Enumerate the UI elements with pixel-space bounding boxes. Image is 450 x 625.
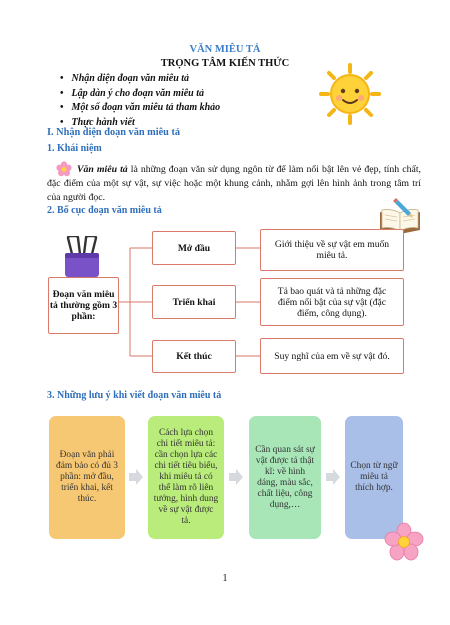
note-text: Cách lựa chọn chi tiết miêu tả: cần chọn lựa các chi tiết tiêu biểu, khi miêu tả có thể làm rõ liên tưởng, hình dung về sự vật được tả. <box>153 428 219 526</box>
subsection-heading: 3. Những lưu ý khi viết đoạn văn miêu tả <box>47 390 222 401</box>
arrow-right-icon <box>129 469 143 485</box>
part-desc-body: Tả bao quát và tả những đặc điểm nổi bật của sự vật (đặc điểm, công dụng). <box>260 278 404 326</box>
part-desc-intro: Giới thiệu về sự vật em muốn miêu tả. <box>260 229 404 271</box>
section-heading: I. Nhận diện đoạn văn miêu tả <box>47 127 181 138</box>
objective-item: • Thực hành viết <box>60 116 220 131</box>
page-number: 1 <box>222 573 228 584</box>
document-subtitle: TRỌNG TÂM KIẾN THỨC <box>160 58 290 69</box>
arrow-right-icon <box>326 469 340 485</box>
objective-item: • Một số đoạn văn miêu tả tham khảo <box>60 101 220 116</box>
subsection-heading: 1. Khái niệm <box>47 143 102 154</box>
definition-term: Văn miêu tả <box>77 164 128 175</box>
diagram-root: Đoạn văn miêu tả thường gồm 3 phần: <box>48 277 119 334</box>
note-text: Chọn từ ngữ miêu tả thích hợp. <box>350 461 398 493</box>
note-text: Cần quan sát sự vật được tả thật kĩ: về hình dáng, màu sắc, chất liệu, công dụng,… <box>255 444 315 510</box>
definition-text: là những đoạn văn sử dụng ngôn từ để làm nổi bật lên vẻ đẹp, tính chất, đặc điểm của một sự vật, sự việc hoặc một khung cảnh, nhằm gợi lên hình ảnh trong tâm trí của người đọc. <box>47 164 421 204</box>
objective-item: • Nhận diện đoạn văn miêu tả <box>60 72 220 87</box>
arrow-right-icon <box>229 469 243 485</box>
part-label-intro: Mở đầu <box>152 231 236 265</box>
subsection-heading: 2. Bố cục đoạn văn miêu tả <box>47 205 162 216</box>
flower-icon <box>384 522 424 562</box>
document-title: VĂN MIÊU TẢ <box>189 44 261 55</box>
objective-item: • Lập dàn ý cho đoạn văn miêu tả <box>60 87 220 102</box>
note-text: Đoạn văn phải đảm bảo có đủ 3 phần: mở đầu, triển khai, kết thúc. <box>56 450 118 504</box>
part-label-body: Triển khai <box>152 285 236 319</box>
part-label-conclusion: Kết thúc <box>152 340 236 373</box>
part-desc-conclusion: Suy nghĩ của em về sự vật đó. <box>260 338 404 374</box>
